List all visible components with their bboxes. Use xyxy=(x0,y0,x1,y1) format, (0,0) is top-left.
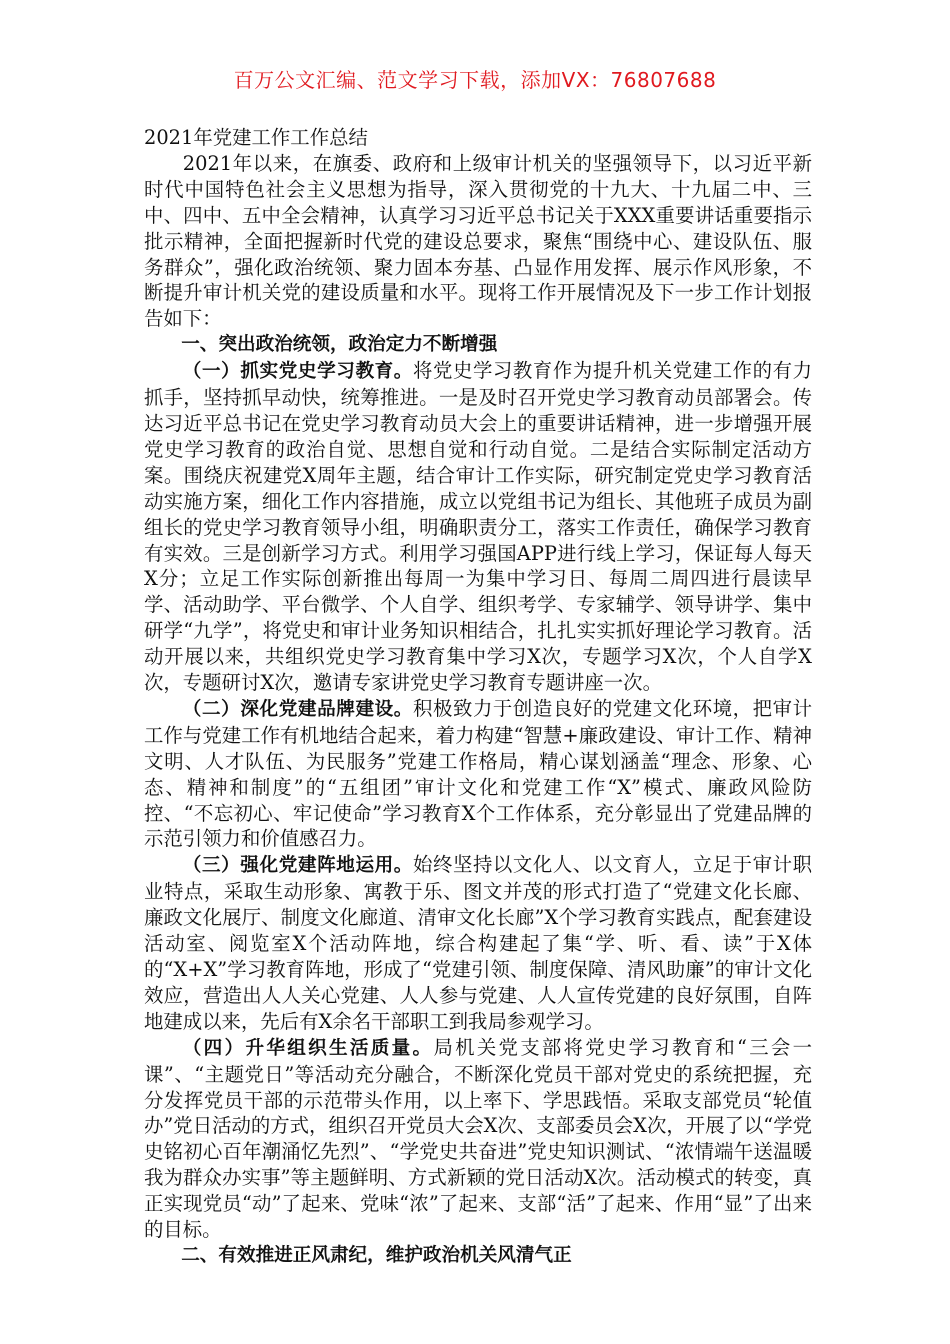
item-heading-2: （二）深化党建品牌建设。 xyxy=(182,698,413,720)
item-text-3: 始终坚持以文化人、以文育人，立足于审计职业特点，采取生动形象、寓教于乐、图文并茂的形式打造了“党建文化长廊、廉政文化展厅、制度文化廊道、清审文化长廊”X个学习教育实践点，配套建设活动室、阅览室X个活动阵地，综合构建起了集“学、听、看、读”于X体的“X+X”学习教育阵地，形成了“党建引领、制度保障、清风助廉”的审计文化效应，营造出人人关心党建、人人参与党建、人人宣传党建的良好氛围，自阵地建成以来，先后有X余名干部职工到我局参观学习。 xyxy=(144,853,812,1033)
item-text-1: 将党史学习教育作为提升机关党建工作的有力抓手，坚持抓早动快，统筹推进。一是及时召开党史学习教育动员部署会。传达习近平总书记在党史学习教育动员大会上的重要讲话精神，进一步增强开展党史学习教育的政治自觉、思想自觉和行动自觉。二是结合实际制定活动方案。围绕庆祝建党X周年主题，结合审计工作实际，研究制定党史学习教育活动实施方案，细化工作内容措施，成立以党组书记为组长、其他班子成员为副组长的党史学习教育领导小组，明确职责分工，落实工作责任，确保学习教育有实效。三是创新学习方式。利用学习强国APP进行线上学习，保证每人每天X分；立足工作实际创新推出每周一为集中学习日、每周二周四进行晨读早学、活动助学、平台微学、个人自学、组织考学、专家辅学、领导讲学、集中研学“九学”，将党史和审计业务知识相结合，扎扎实实抓好理论学习教育。活动开展以来，共组织党史学习教育集中学习X次，专题学习X次，个人自学X次，专题研讨X次，邀请专家讲党史学习教育专题讲座一次。 xyxy=(144,359,812,695)
item-text-4: 局机关党支部将党史学习教育和“三会一课”、“主题党日”等活动充分融合，不断深化党员干部对党史的系统把握，充分发挥党员干部的示范带头作用，以上率下、学思践悟。采取支部党员“轮值办”党日活动的方式，组织召开党员大会X次、支部委员会X次，开展了以“学党史铭初心百年潮涌忆先烈”、“学党史共奋进”党史知识测试、“浓情端午送温暖我为群众办实事”等主题鲜明、方式新颖的党日活动X次。活动模式的转变，真正实现党员“动”了起来、党味“浓”了起来、支部“活”了起来、作用“显”了出来的目标。 xyxy=(144,1035,812,1242)
section-heading-2: 二、有效推进正风肃纪，维护政治机关风清气正 xyxy=(181,1244,572,1266)
promo-banner: 百万公文汇编、范文学习下载，添加VX：76807688 xyxy=(233,68,717,92)
section-heading-1: 一、突出政治统领，政治定力不断增强 xyxy=(181,334,498,356)
item-paragraph-2 xyxy=(144,696,812,852)
item-heading-4: （四）升华组织生活质量。 xyxy=(182,1037,434,1059)
intro-paragraph: 2021年以来，在旗委、政府和上级审计机关的坚强领导下，以习近平新时代中国特色社会主义思想为指导，深入贯彻党的十九大、十九届二中、三中、四中、五中全会精神，认真学习习近平总书记关于XXX重要讲话重要指示批示精神，全面把握新时代党的建设总要求，聚焦“围绕中心、建设队伍、服务群众”，强化政治统领、聚力固本夯基、凸显作用发挥、展示作风形象，不断提升审计机关党的建设质量和水平。现将工作开展情况及下一步工作计划报告如下： xyxy=(144,151,812,331)
item-heading-3: （三）强化党建阵地运用。 xyxy=(182,855,413,877)
item-paragraph-3 xyxy=(144,852,812,1034)
item-heading-1: （一）抓实党史学习教育。 xyxy=(182,361,413,383)
document-body xyxy=(144,125,812,1269)
item-text-2: 积极致力于创造良好的党建文化环境，把审计工作与党建工作有机地结合起来，着力构建“智慧+廉政建设、审计工作、精神文明、人才队伍、为民服务”党建工作格局，精心谋划涵盖“理念、形象、心态、精神和制度”的“五组团”审计文化和党建工作“X”模式、廉政风险防控、“不忘初心、牢记使命”学习教育X个工作体系，充分彰显出了党建品牌的示范引领力和价值感召力。 xyxy=(144,696,812,851)
item-paragraph-1 xyxy=(144,358,812,696)
item-paragraph-4 xyxy=(144,1035,812,1243)
document-title: 2021年党建工作工作总结 xyxy=(144,126,368,149)
